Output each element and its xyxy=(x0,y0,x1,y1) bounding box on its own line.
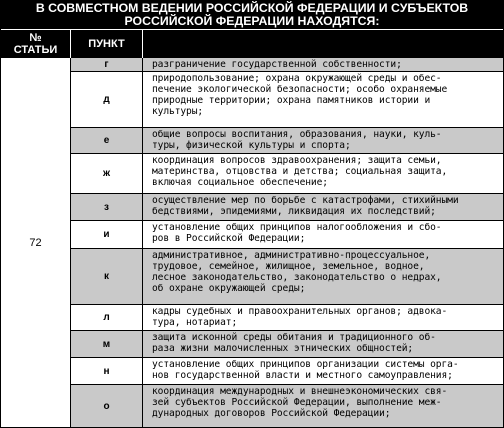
table-row xyxy=(71,358,503,385)
item-letter: м xyxy=(71,331,143,357)
table-row xyxy=(71,221,503,249)
description-line: природные территории; охрана памятников истории и xyxy=(152,95,431,106)
header-article-label: СТАТЬИ xyxy=(13,44,58,56)
description-line: тура, нотариат; xyxy=(152,317,238,328)
item-description xyxy=(143,221,503,248)
description-line: печение экологической безопасности; особо охраняемые xyxy=(152,84,448,95)
description-line: дународных договоров Российской Федерации; xyxy=(152,408,391,419)
item-letter: ж xyxy=(71,154,143,193)
table-row xyxy=(71,128,503,154)
item-letter: к xyxy=(71,249,143,304)
table-title xyxy=(1,1,503,29)
description-line: раза жизни малочисленных этнических общностей; xyxy=(152,343,414,354)
description-line: природопользование; охрана окружающей среды и обес- xyxy=(152,73,442,84)
item-description xyxy=(143,358,503,384)
description-line: координация международных и внешнеэкономических свя- xyxy=(152,386,448,397)
description-line: зей субъектов Российской Федерации, выполнение меж- xyxy=(152,397,442,408)
description-line: нов государственной власти и местного самоуправления; xyxy=(152,370,453,381)
header-item: ПУНКТ xyxy=(71,30,143,58)
description-line: бедствиями, эпидемиями, ликвидация их последствий; xyxy=(152,206,436,217)
table-body xyxy=(1,58,503,428)
header-article xyxy=(1,30,71,58)
description-line: лесное законодательство, законодательство о недрах, xyxy=(152,272,442,283)
item-description xyxy=(143,385,503,428)
description-line: трудовое, семейное, жилищное, земельное, водное, xyxy=(152,261,425,272)
table-row xyxy=(71,385,503,428)
table-row xyxy=(71,331,503,358)
item-description xyxy=(143,128,503,153)
description-line: материнства, отцовства и детства; социальная защита, xyxy=(152,166,448,177)
table-row xyxy=(71,249,503,305)
item-letter: н xyxy=(71,358,143,384)
item-letter: и xyxy=(71,221,143,248)
description-line: кадры судебных и правоохранительных органов; адвока- xyxy=(152,306,448,317)
item-description xyxy=(143,194,503,220)
description-line: защита исконной среды обитания и традиционного об- xyxy=(152,332,436,343)
table-row xyxy=(71,72,503,128)
item-letter: л xyxy=(71,305,143,330)
table-row xyxy=(71,194,503,221)
article-number-cell: 72 xyxy=(1,58,71,428)
description-line: разграничение государственной собственности; xyxy=(152,59,402,70)
description-line: осуществление мер по борьбе с катастрофами, стихийными xyxy=(152,195,459,206)
item-description xyxy=(143,249,503,304)
item-description xyxy=(143,72,503,127)
item-letter: о xyxy=(71,385,143,428)
description-line: ров в Российской Федерации; xyxy=(152,233,306,244)
item-description xyxy=(143,58,503,71)
description-line: туры, физической культуры и спорта; xyxy=(152,140,351,151)
item-description xyxy=(143,305,503,330)
description-line: установление общих принципов организации системы орга- xyxy=(152,359,459,370)
header-content xyxy=(143,30,503,58)
description-line: включая социальное обеспечение; xyxy=(152,177,328,188)
item-description xyxy=(143,154,503,193)
header-article-sign: № xyxy=(29,32,42,44)
item-letter: з xyxy=(71,194,143,220)
item-letter: е xyxy=(71,128,143,153)
description-line: об охране окружающей среды; xyxy=(152,283,306,294)
item-letter: г xyxy=(71,58,143,71)
table-title-line2: РОССИЙСКОЙ ФЕДЕРАЦИИ НАХОДЯТСЯ: xyxy=(124,14,380,28)
table-row xyxy=(71,154,503,194)
description-line: установление общих принципов налогообложения и сбо- xyxy=(152,222,442,233)
table-header xyxy=(1,29,503,58)
table-row xyxy=(71,58,503,72)
table-row xyxy=(71,305,503,331)
description-line: административное, административно-процессуальное, xyxy=(152,250,431,261)
description-line: общие вопросы воспитания, образования, науки, куль- xyxy=(152,129,442,140)
item-letter: д xyxy=(71,72,143,127)
description-line: культуры; xyxy=(152,106,204,117)
item-description xyxy=(143,331,503,357)
table-rows xyxy=(71,58,503,428)
table-title-line1: В СОВМЕСТНОМ ВЕДЕНИИ РОССИЙСКОЙ ФЕДЕРАЦИИ И СУБЪЕКТОВ xyxy=(35,1,469,15)
description-line: координация вопросов здравоохранения; защита семьи, xyxy=(152,155,442,166)
